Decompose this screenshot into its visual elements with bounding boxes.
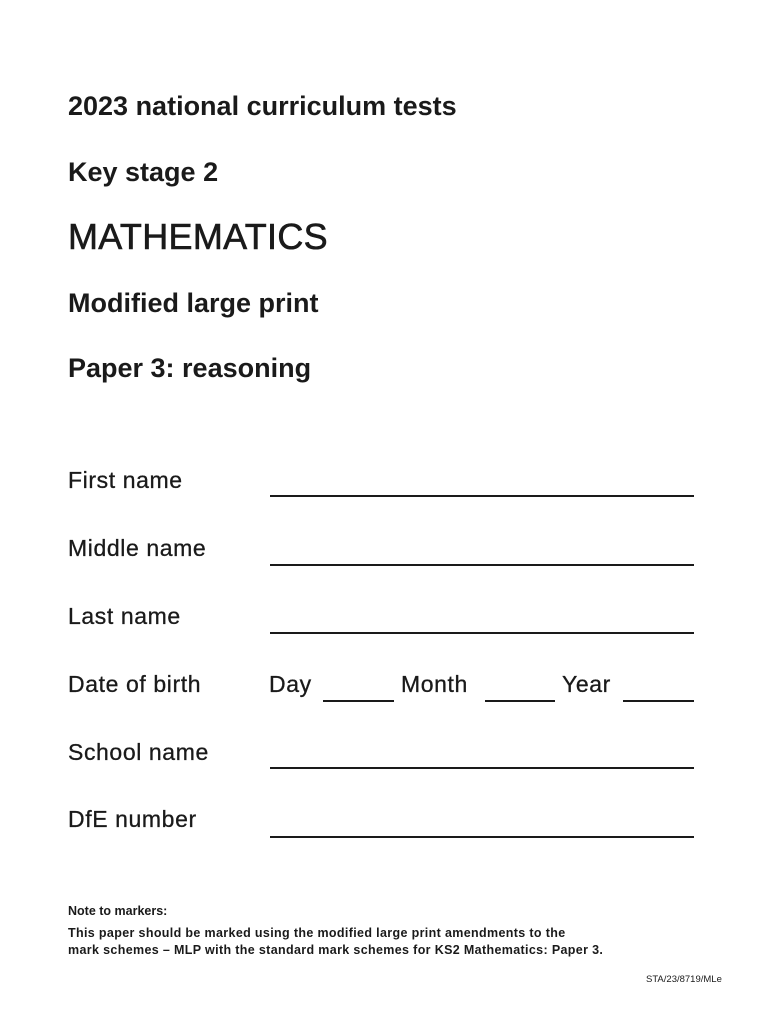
- note-line-2: mark schemes – MLP with the standard mark schemes for KS2 Mathematics: Paper 3.: [68, 943, 604, 957]
- dfe-number-label: DfE number: [68, 806, 197, 832]
- paper-heading: Paper 3: reasoning: [68, 353, 312, 383]
- year-heading: 2023 national curriculum tests: [68, 91, 457, 121]
- dob-month-label: Month: [401, 671, 468, 697]
- last-name-label: Last name: [68, 603, 181, 629]
- note-title: Note to markers:: [68, 904, 168, 918]
- dob-month-line[interactable]: [485, 700, 555, 702]
- dfe-number-line[interactable]: [270, 836, 694, 838]
- dob-day-label: Day: [269, 671, 312, 697]
- document-reference: STA/23/8719/MLe: [646, 974, 722, 985]
- note-body: [68, 925, 603, 959]
- school-name-line[interactable]: [270, 767, 694, 769]
- middle-name-line[interactable]: [270, 564, 694, 566]
- last-name-line[interactable]: [270, 632, 694, 634]
- middle-name-label: Middle name: [68, 535, 207, 561]
- stage-heading: Key stage 2: [68, 157, 219, 187]
- dob-year-line[interactable]: [623, 700, 694, 702]
- format-heading: Modified large print: [68, 288, 319, 318]
- first-name-label: First name: [68, 467, 183, 493]
- dob-year-label: Year: [562, 671, 611, 697]
- school-name-label: School name: [68, 739, 209, 765]
- dob-day-line[interactable]: [323, 700, 394, 702]
- note-line-1: This paper should be marked using the modified large print amendments to the: [68, 926, 566, 940]
- subject-title: MATHEMATICS: [68, 216, 328, 257]
- first-name-line[interactable]: [270, 495, 694, 497]
- dob-label: Date of birth: [68, 671, 202, 697]
